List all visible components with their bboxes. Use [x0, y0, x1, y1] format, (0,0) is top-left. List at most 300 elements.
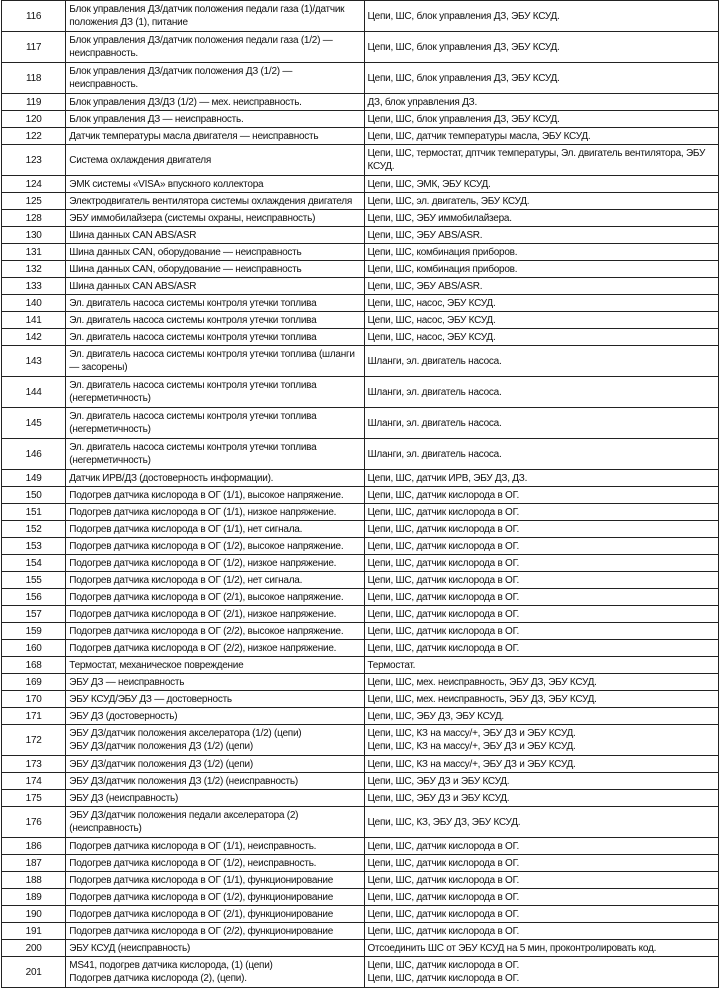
fault-description-cell — [66, 940, 364, 957]
fault-code-cell-text: 153 — [25, 540, 42, 552]
fault-code-cell-text: 174 — [25, 775, 42, 787]
check-items-cell-text: Цепи, ШС, датчик ИРВ, ЭБУ ДЗ, ДЗ. — [367, 472, 528, 484]
fault-description-cell — [66, 377, 364, 408]
fault-code-cell-text: 131 — [25, 246, 42, 258]
fault-code-cell — [2, 923, 66, 940]
check-items-cell-text: Цепи, ШС, датчик кислорода в ОГ. — [367, 840, 520, 852]
check-items-cell-text: Цепи, ШС, датчик кислорода в ОГ. — [367, 489, 520, 501]
fault-description-cell — [66, 278, 364, 295]
check-items-cell-text: Цепи, ШС, ЭБУ ДЗ и ЭБУ КСУД. — [367, 775, 510, 787]
fault-description-cell-text: MS41, подогрев датчика кислорода, (1) (цепи) Подогрев датчика кислорода (2), (цепи). — [69, 960, 273, 984]
table-row — [2, 227, 719, 244]
fault-code-cell-text: 156 — [25, 591, 42, 603]
check-items-cell — [364, 725, 719, 756]
fault-code-cell — [2, 408, 66, 439]
fault-description-cell — [66, 606, 364, 623]
table-row — [2, 623, 719, 640]
fault-description-cell-text: Подогрев датчика кислорода в ОГ (1/2), нет сигнала. — [69, 574, 303, 586]
fault-description-cell-text: ЭБУ ДЗ/датчик положения акселератора (1/2) (цепи) ЭБУ ДЗ/датчик положения ДЗ (1/2) (цепи) — [69, 728, 302, 752]
fault-code-cell-text: 151 — [25, 506, 42, 518]
fault-description-cell-text: ЭБУ иммобилайзера (системы охраны, неисправность) — [69, 212, 316, 224]
check-items-cell-text: Цепи, ШС, датчик кислорода в ОГ. — [367, 625, 520, 637]
check-items-cell-text: Цепи, ШС, ЭБУ ABS/ASR. — [367, 229, 483, 241]
check-items-cell — [364, 312, 719, 329]
check-items-cell — [364, 855, 719, 872]
fault-description-cell — [66, 855, 364, 872]
check-items-cell-text: Цепи, ШС, ЭБУ иммобилайзера. — [367, 212, 512, 224]
fault-code-cell-text: 119 — [26, 96, 42, 108]
fault-description-cell — [66, 589, 364, 606]
check-items-cell-text: Цепи, ШС, эл. двигатель, ЭБУ КСУД. — [367, 195, 530, 207]
fault-description-cell — [66, 756, 364, 773]
fault-code-cell — [2, 657, 66, 674]
table-row — [2, 346, 719, 377]
table-row — [2, 906, 719, 923]
fault-description-cell — [66, 657, 364, 674]
check-items-cell — [364, 227, 719, 244]
fault-code-cell-text: 171 — [25, 710, 42, 722]
fault-description-cell — [66, 1, 364, 32]
fault-description-cell-text: Подогрев датчика кислорода в ОГ (2/2), высокое напряжение. — [69, 625, 344, 637]
fault-code-cell — [2, 439, 66, 470]
fault-description-cell — [66, 889, 364, 906]
fault-code-cell — [2, 623, 66, 640]
fault-description-cell-text: Подогрев датчика кислорода в ОГ (1/1), высокое напряжение. — [69, 489, 344, 501]
fault-code-cell — [2, 855, 66, 872]
check-items-cell-text: Цепи, ШС, ЭБУ ДЗ и ЭБУ КСУД. — [367, 792, 510, 804]
fault-code-cell-text: 149 — [25, 472, 42, 484]
fault-code-cell — [2, 261, 66, 278]
fault-description-cell — [66, 838, 364, 855]
fault-code-cell — [2, 94, 66, 111]
check-items-cell — [364, 838, 719, 855]
fault-code-cell-text: 190 — [25, 908, 42, 920]
fault-code-cell — [2, 470, 66, 487]
fault-description-cell-text: Шина данных CAN, оборудование — неисправность — [69, 263, 302, 275]
check-items-cell-text: Цепи, ШС, мех. неисправность, ЭБУ ДЗ, ЭБУ КСУД. — [367, 693, 597, 705]
check-items-cell — [364, 63, 719, 94]
fault-description-cell — [66, 521, 364, 538]
fault-description-cell-text: Система охлаждения двигателя — [69, 154, 212, 166]
fault-code-cell — [2, 872, 66, 889]
check-items-cell — [364, 329, 719, 346]
fault-code-cell-text: 143 — [25, 355, 42, 367]
fault-description-cell-text: Эл. двигатель насоса системы контроля утечки топлива — [69, 314, 317, 326]
check-items-cell-text: Цепи, ШС, датчик кислорода в ОГ. — [367, 557, 520, 569]
table-row — [2, 606, 719, 623]
fault-code-cell-text: 173 — [25, 758, 42, 770]
check-items-cell-text: Цепи, ШС, ЭМК, ЭБУ КСУД. — [367, 178, 491, 190]
table-row — [2, 261, 719, 278]
fault-code-cell — [2, 193, 66, 210]
fault-code-cell-text: 157 — [25, 608, 42, 620]
fault-description-cell-text: ЭМК системы «VISA» впускного коллектора — [69, 178, 264, 190]
fault-code-cell — [2, 346, 66, 377]
check-items-cell — [364, 872, 719, 889]
check-items-cell — [364, 623, 719, 640]
fault-description-cell — [66, 32, 364, 63]
fault-code-cell-text: 191 — [25, 925, 42, 937]
fault-code-cell — [2, 227, 66, 244]
table-row — [2, 487, 719, 504]
check-items-cell — [364, 176, 719, 193]
fault-description-cell — [66, 312, 364, 329]
table-row — [2, 790, 719, 807]
fault-description-cell — [66, 176, 364, 193]
check-items-cell-text: Цепи, ШС, насос, ЭБУ КСУД. — [367, 297, 496, 309]
check-items-cell — [364, 377, 719, 408]
table-row — [2, 957, 719, 988]
fault-code-cell-text: 133 — [25, 280, 42, 292]
fault-code-cell — [2, 838, 66, 855]
fault-code-cell-text: 142 — [25, 331, 42, 343]
fault-description-cell-text: Подогрев датчика кислорода в ОГ (1/2), функционирование — [69, 891, 334, 903]
check-items-cell — [364, 708, 719, 725]
check-items-cell — [364, 111, 719, 128]
check-items-cell — [364, 940, 719, 957]
check-items-cell — [364, 487, 719, 504]
table-row — [2, 193, 719, 210]
fault-code-cell-text: 123 — [25, 154, 42, 166]
fault-description-cell-text: Датчик температуры масла двигателя — неисправность — [69, 130, 319, 142]
check-items-cell-text: Цепи, ШС, датчик кислорода в ОГ. — [367, 642, 520, 654]
fault-description-cell-text: Датчик ИРВ/ДЗ (достоверность информации). — [69, 472, 274, 484]
fault-description-cell-text: Эл. двигатель насоса системы контроля утечки топлива (негерметичность) — [69, 411, 317, 435]
fault-code-cell-text: 150 — [25, 489, 42, 501]
fault-code-cell — [2, 538, 66, 555]
fault-description-cell-text: Шина данных CAN ABS/ASR — [69, 229, 197, 241]
fault-description-cell-text: Эл. двигатель насоса системы контроля утечки топлива — [69, 297, 317, 309]
fault-code-cell — [2, 790, 66, 807]
fault-code-cell — [2, 756, 66, 773]
fault-code-cell-text: 124 — [25, 178, 42, 190]
check-items-cell — [364, 210, 719, 227]
table-row — [2, 940, 719, 957]
fault-code-table-body — [2, 1, 719, 988]
fault-description-cell — [66, 708, 364, 725]
fault-description-cell — [66, 807, 364, 838]
check-items-cell-text: Цепи, ШС, датчик кислорода в ОГ. — [367, 857, 520, 869]
check-items-cell-text: Шланги, эл. двигатель насоса. — [367, 448, 502, 460]
table-row — [2, 295, 719, 312]
check-items-cell-text: Цепи, ШС, блок управления ДЗ, ЭБУ КСУД. — [367, 113, 560, 125]
check-items-cell — [364, 32, 719, 63]
check-items-cell — [364, 606, 719, 623]
fault-description-cell — [66, 640, 364, 657]
fault-code-cell — [2, 145, 66, 176]
check-items-cell-text: ДЗ, блок управления ДЗ. — [367, 96, 477, 108]
fault-description-cell — [66, 145, 364, 176]
check-items-cell-text: Цепи, ШС, комбинация приборов. — [367, 263, 518, 275]
table-row — [2, 872, 719, 889]
fault-description-cell — [66, 128, 364, 145]
fault-description-cell-text: Блок управления ДЗ/ДЗ (1/2) — мех. неисправность. — [69, 96, 302, 108]
fault-description-cell-text: Подогрев датчика кислорода в ОГ (2/2), низкое напряжение. — [69, 642, 337, 654]
fault-code-cell — [2, 606, 66, 623]
check-items-cell-text: Цепи, ШС, насос, ЭБУ КСУД. — [367, 331, 496, 343]
fault-description-cell — [66, 504, 364, 521]
fault-code-cell-text: 168 — [25, 659, 42, 671]
fault-description-cell-text: Блок управления ДЗ/датчик положения ДЗ (1/2) — неисправность. — [69, 66, 293, 90]
fault-description-cell — [66, 408, 364, 439]
fault-description-cell-text: Подогрев датчика кислорода в ОГ (2/1), высокое напряжение. — [69, 591, 344, 603]
fault-code-cell — [2, 504, 66, 521]
fault-code-cell-text: 170 — [25, 693, 42, 705]
fault-description-cell-text: ЭБУ ДЗ/датчик положения ДЗ (1/2) (неисправность) — [69, 775, 298, 787]
fault-code-cell-text: 122 — [25, 130, 42, 142]
fault-code-cell — [2, 1, 66, 32]
fault-description-cell — [66, 329, 364, 346]
check-items-cell — [364, 957, 719, 988]
table-row — [2, 128, 719, 145]
table-row — [2, 63, 719, 94]
fault-code-cell — [2, 32, 66, 63]
table-row — [2, 176, 719, 193]
table-row — [2, 1, 719, 32]
fault-description-cell — [66, 439, 364, 470]
check-items-cell — [364, 657, 719, 674]
fault-code-cell — [2, 807, 66, 838]
check-items-cell-text: Цепи, ШС, ЭБУ ABS/ASR. — [367, 280, 483, 292]
table-row — [2, 855, 719, 872]
fault-code-cell-text: 159 — [25, 625, 42, 637]
fault-code-cell-text: 175 — [25, 792, 42, 804]
check-items-cell-text: Цепи, ШС, датчик кислорода в ОГ. — [367, 591, 520, 603]
fault-code-cell-text: 201 — [25, 966, 42, 978]
fault-description-cell-text: Подогрев датчика кислорода в ОГ (1/1), нет сигнала. — [69, 523, 303, 535]
fault-code-cell-text: 118 — [26, 72, 42, 84]
fault-description-cell — [66, 346, 364, 377]
check-items-cell — [364, 807, 719, 838]
fault-code-cell-text: 130 — [25, 229, 42, 241]
fault-code-cell — [2, 111, 66, 128]
table-row — [2, 210, 719, 227]
fault-code-cell — [2, 329, 66, 346]
check-items-cell — [364, 193, 719, 210]
fault-description-cell — [66, 210, 364, 227]
check-items-cell — [364, 244, 719, 261]
fault-description-cell-text: Электродвигатель вентилятора системы охлаждения двигателя — [69, 195, 353, 207]
fault-description-cell-text: Подогрев датчика кислорода в ОГ (1/2), высокое напряжение. — [69, 540, 344, 552]
fault-description-cell-text: Эл. двигатель насоса системы контроля утечки топлива (негерметичность) — [69, 380, 317, 404]
table-row — [2, 807, 719, 838]
check-items-cell-text: Шланги, эл. двигатель насоса. — [367, 386, 502, 398]
fault-code-cell-text: 120 — [25, 113, 42, 125]
fault-description-cell-text: Подогрев датчика кислорода в ОГ (1/2), неисправность. — [69, 857, 317, 869]
fault-code-cell-text: 176 — [25, 816, 42, 828]
table-row — [2, 572, 719, 589]
fault-code-cell — [2, 128, 66, 145]
fault-code-cell-text: 154 — [25, 557, 42, 569]
check-items-cell — [364, 295, 719, 312]
table-row — [2, 145, 719, 176]
fault-code-cell — [2, 773, 66, 790]
fault-description-cell — [66, 227, 364, 244]
fault-description-cell-text: ЭБУ ДЗ — неисправность — [69, 676, 185, 688]
check-items-cell-text: Цепи, ШС, КЗ, ЭБУ ДЗ, ЭБУ КСУД. — [367, 816, 521, 828]
table-row — [2, 329, 719, 346]
check-items-cell — [364, 589, 719, 606]
fault-description-cell-text: ЭБУ КСУД/ЭБУ ДЗ — достоверность — [69, 693, 232, 705]
fault-code-cell-text: 188 — [25, 874, 42, 886]
check-items-cell — [364, 1, 719, 32]
fault-description-cell — [66, 725, 364, 756]
fault-description-cell — [66, 538, 364, 555]
check-items-cell — [364, 538, 719, 555]
fault-code-cell-text: 146 — [25, 448, 42, 460]
check-items-cell-text: Шланги, эл. двигатель насоса. — [367, 355, 502, 367]
check-items-cell-text: Шланги, эл. двигатель насоса. — [367, 417, 502, 429]
fault-code-cell-text: 160 — [25, 642, 42, 654]
fault-code-cell — [2, 555, 66, 572]
fault-description-cell-text: Шина данных CAN, оборудование — неисправность — [69, 246, 302, 258]
table-row — [2, 377, 719, 408]
table-row — [2, 538, 719, 555]
check-items-cell — [364, 572, 719, 589]
check-items-cell — [364, 889, 719, 906]
check-items-cell — [364, 261, 719, 278]
table-row — [2, 312, 719, 329]
fault-code-cell-text: 140 — [25, 297, 42, 309]
fault-code-cell-text: 189 — [25, 891, 42, 903]
fault-code-cell — [2, 674, 66, 691]
table-row — [2, 691, 719, 708]
check-items-cell-text: Цепи, ШС, насос, ЭБУ КСУД. — [367, 314, 496, 326]
check-items-cell — [364, 145, 719, 176]
fault-code-cell-text: 128 — [25, 212, 42, 224]
fault-description-cell-text: Эл. двигатель насоса системы контроля утечки топлива (негерметичность) — [69, 442, 317, 466]
fault-code-cell-text: 187 — [25, 857, 42, 869]
check-items-cell — [364, 128, 719, 145]
table-row — [2, 756, 719, 773]
check-items-cell — [364, 555, 719, 572]
fault-code-cell-text: 117 — [26, 41, 42, 53]
table-row — [2, 773, 719, 790]
table-row — [2, 555, 719, 572]
check-items-cell-text: Отсоединить ШС от ЭБУ КСУД на 5 мин, проконтролировать код. — [367, 942, 657, 954]
fault-description-cell-text: Подогрев датчика кислорода в ОГ (1/1), низкое напряжение. — [69, 506, 337, 518]
check-items-cell-text: Цепи, ШС, блок управления ДЗ, ЭБУ КСУД. — [367, 41, 560, 53]
fault-code-cell — [2, 957, 66, 988]
fault-code-cell-text: 145 — [25, 417, 42, 429]
check-items-cell — [364, 278, 719, 295]
fault-code-cell-text: 141 — [25, 314, 42, 326]
check-items-cell — [364, 640, 719, 657]
fault-description-cell — [66, 555, 364, 572]
check-items-cell — [364, 773, 719, 790]
fault-description-cell-text: Подогрев датчика кислорода в ОГ (2/1), низкое напряжение. — [69, 608, 337, 620]
fault-description-cell-text: Термостат, механическое повреждение — [69, 659, 244, 671]
fault-description-cell-text: ЭБУ ДЗ/датчик положения педали акселератора (2) (неисправность) — [69, 810, 299, 834]
fault-description-cell-text: Подогрев датчика кислорода в ОГ (1/1), функционирование — [69, 874, 334, 886]
table-row — [2, 657, 719, 674]
check-items-cell-text: Цепи, ШС, датчик кислорода в ОГ. — [367, 908, 520, 920]
check-items-cell-text: Цепи, ШС, блок управления ДЗ, ЭБУ КСУД. — [367, 72, 560, 84]
fault-description-cell — [66, 94, 364, 111]
table-row — [2, 640, 719, 657]
fault-description-cell-text: Эл. двигатель насоса системы контроля утечки топлива — [69, 331, 317, 343]
fault-code-cell — [2, 708, 66, 725]
fault-description-cell — [66, 63, 364, 94]
table-row — [2, 589, 719, 606]
fault-description-cell — [66, 244, 364, 261]
check-items-cell — [364, 94, 719, 111]
check-items-cell-text: Цепи, ШС, датчик кислорода в ОГ. Цепи, ШС, датчик кислорода в ОГ. — [367, 960, 520, 984]
check-items-cell — [364, 521, 719, 538]
check-items-cell-text: Цепи, ШС, блок управления ДЗ, ЭБУ КСУД. — [367, 10, 560, 22]
fault-code-cell-text: 186 — [25, 840, 42, 852]
check-items-cell-text: Цепи, ШС, датчик кислорода в ОГ. — [367, 891, 520, 903]
table-row — [2, 708, 719, 725]
fault-description-cell-text: Эл. двигатель насоса системы контроля утечки топлива (шланги — засорены) — [69, 349, 355, 373]
check-items-cell-text: Цепи, ШС, датчик кислорода в ОГ. — [367, 523, 520, 535]
check-items-cell-text: Термостат. — [367, 659, 416, 671]
table-row — [2, 408, 719, 439]
fault-code-cell-text: 169 — [25, 676, 42, 688]
check-items-cell — [364, 691, 719, 708]
fault-description-cell — [66, 572, 364, 589]
table-row — [2, 923, 719, 940]
fault-code-cell — [2, 940, 66, 957]
check-items-cell-text: Цепи, ШС, датчик кислорода в ОГ. — [367, 506, 520, 518]
table-row — [2, 111, 719, 128]
fault-code-cell — [2, 278, 66, 295]
table-row — [2, 889, 719, 906]
check-items-cell-text: Цепи, ШС, датчик кислорода в ОГ. — [367, 874, 520, 886]
fault-code-cell — [2, 725, 66, 756]
fault-description-cell — [66, 623, 364, 640]
fault-description-cell — [66, 674, 364, 691]
fault-description-cell — [66, 957, 364, 988]
fault-code-cell-text: 200 — [25, 942, 42, 954]
table-row — [2, 94, 719, 111]
check-items-cell — [364, 756, 719, 773]
fault-description-cell — [66, 906, 364, 923]
fault-description-cell — [66, 295, 364, 312]
fault-description-cell-text: ЭБУ ДЗ/датчик положения ДЗ (1/2) (цепи) — [69, 758, 253, 770]
fault-code-cell-text: 155 — [25, 574, 42, 586]
fault-code-cell — [2, 589, 66, 606]
fault-code-cell — [2, 176, 66, 193]
fault-code-cell — [2, 210, 66, 227]
fault-description-cell-text: Блок управления ДЗ/датчик положения педали газа (1/2) — неисправность. — [69, 35, 333, 59]
fault-description-cell-text: Подогрев датчика кислорода в ОГ (2/2), функционирование — [69, 925, 334, 937]
check-items-cell-text: Цепи, ШС, мех. неисправность, ЭБУ ДЗ, ЭБУ КСУД. — [367, 676, 597, 688]
fault-description-cell-text: Подогрев датчика кислорода в ОГ (2/1), функционирование — [69, 908, 334, 920]
fault-description-cell — [66, 111, 364, 128]
table-row — [2, 278, 719, 295]
check-items-cell-text: Цепи, ШС, КЗ на массу/+, ЭБУ ДЗ и ЭБУ КСУД. Цепи, ШС, КЗ на массу/+, ЭБУ ДЗ и ЭБУ КСУД. — [367, 728, 576, 752]
fault-description-cell — [66, 923, 364, 940]
table-row — [2, 838, 719, 855]
fault-code-cell — [2, 63, 66, 94]
table-row — [2, 504, 719, 521]
fault-code-cell-text: 144 — [25, 386, 42, 398]
check-items-cell — [364, 674, 719, 691]
table-row — [2, 470, 719, 487]
check-items-cell — [364, 346, 719, 377]
check-items-cell-text: Цепи, ШС, комбинация приборов. — [367, 246, 518, 258]
fault-code-cell — [2, 640, 66, 657]
check-items-cell-text: Цепи, ШС, датчик кислорода в ОГ. — [367, 540, 520, 552]
check-items-cell-text: Цепи, ШС, ЭБУ ДЗ, ЭБУ КСУД. — [367, 710, 504, 722]
check-items-cell-text: Цепи, ШС, датчик кислорода в ОГ. — [367, 574, 520, 586]
fault-description-cell-text: Блок управления ДЗ — неисправность. — [69, 113, 244, 125]
fault-description-cell — [66, 487, 364, 504]
fault-description-cell-text: ЭБУ ДЗ (неисправность) — [69, 792, 179, 804]
fault-description-cell — [66, 872, 364, 889]
fault-code-cell-text: 132 — [25, 263, 42, 275]
